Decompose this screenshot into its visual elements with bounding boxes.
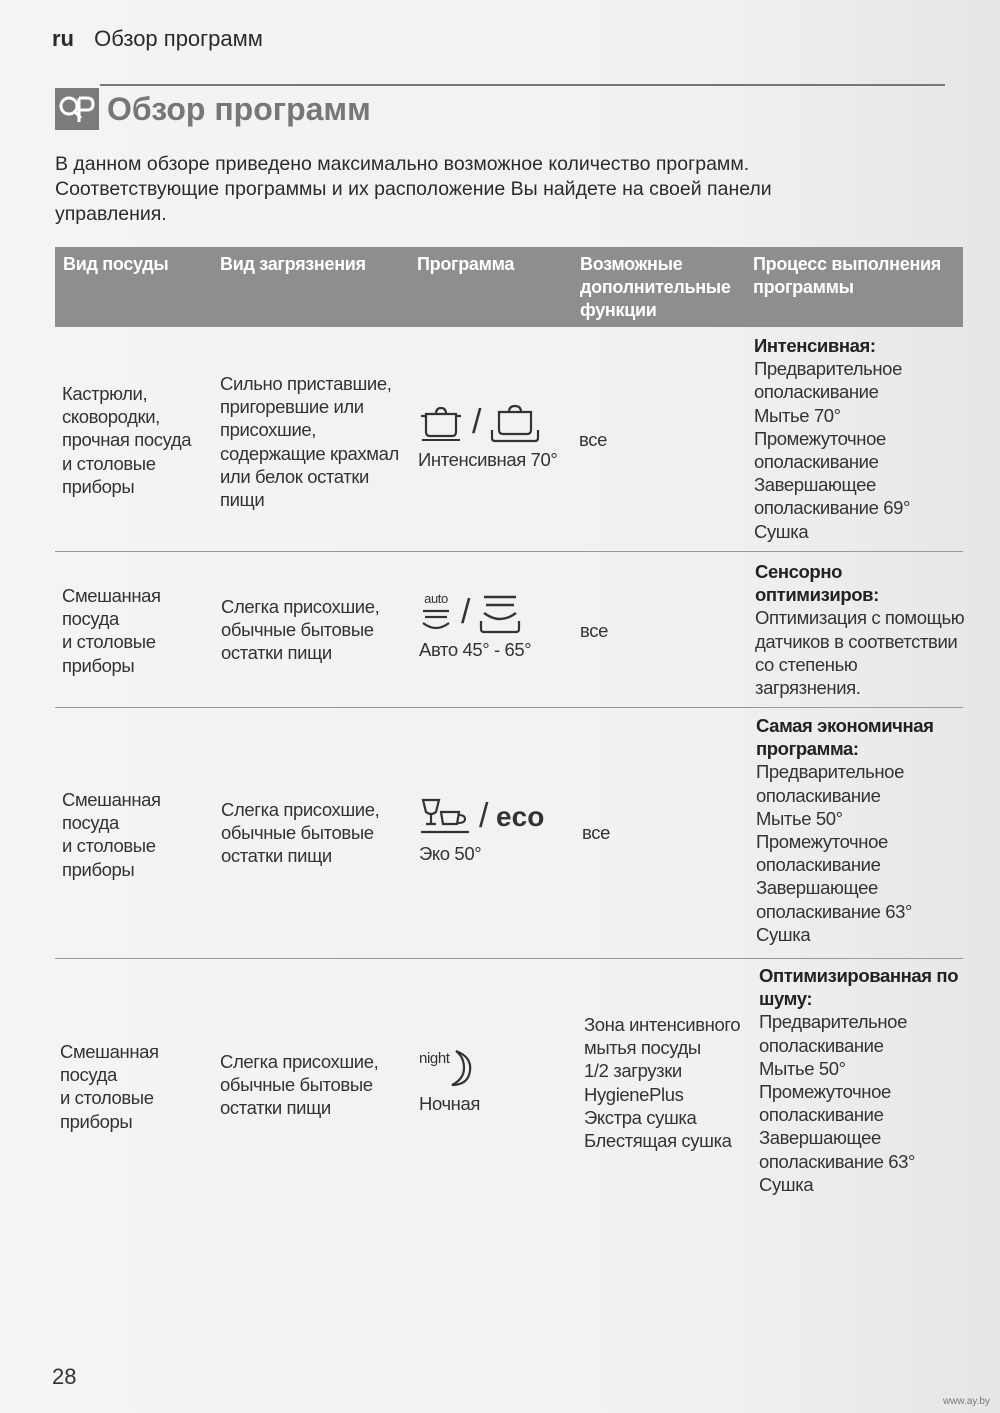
cell-line: обычные бытовые (221, 822, 374, 844)
cell-line: Промежуточное (754, 427, 886, 449)
pot-icon (418, 400, 464, 446)
intro-line: Соответствующие программы и их расположение Вы найдете на своей панели (55, 178, 772, 200)
cell-line: и столовые (62, 452, 156, 474)
cell-line: остатки пищи (221, 845, 332, 867)
table-row-1-functions (579, 428, 607, 451)
program-name: Авто 45° - 65° (419, 639, 532, 660)
table-row-2-soil (221, 595, 379, 665)
intro-line: В данном обзоре приведено максимально возможное количество программ. (55, 153, 750, 175)
cell-line: Экстра сушка (584, 1106, 697, 1128)
table-row-3-dishes (62, 788, 161, 881)
cell-line: Сушка (756, 923, 811, 945)
column-header-functions (580, 253, 731, 322)
header-line: Программа (417, 254, 515, 274)
cell-line: содержащие крахмал (220, 442, 399, 464)
cell-line: Предварительное (759, 1011, 907, 1033)
cell-line: остатки пищи (220, 1097, 331, 1119)
process-title: Самая экономичная (756, 715, 934, 736)
process-title: оптимизиров: (755, 584, 879, 606)
cell-line: остатки пищи (221, 642, 332, 664)
table-row-3-program (419, 792, 544, 865)
cell-line: Предварительное (754, 358, 902, 380)
programs-icon (55, 88, 99, 130)
cell-line: и столовые (60, 1087, 154, 1109)
cell-line: все (579, 429, 607, 450)
cell-line: Завершающее (756, 877, 878, 899)
slash-separator: / (472, 403, 482, 442)
cell-line: Слегка присохшие, (221, 596, 380, 617)
night-moon-icon (419, 1047, 474, 1089)
cell-line: все (580, 620, 608, 641)
cell-line: ополаскивание (754, 381, 879, 403)
process-title: программа: (756, 738, 859, 760)
cell-line: Предварительное (756, 761, 904, 783)
cell-line: или белок остатки (220, 465, 369, 487)
table-row-4-functions (584, 1013, 740, 1152)
process-title: Оптимизированная по (759, 965, 959, 986)
cell-line: все (582, 822, 610, 843)
table-row-3-functions (582, 821, 610, 844)
language-code: ru (52, 26, 74, 51)
table-row-1-program (418, 398, 557, 471)
cell-line: 1/2 загрузки (584, 1060, 682, 1082)
header-line: Возможные (580, 254, 683, 274)
table-row-1-process (754, 334, 910, 543)
column-header-program (417, 253, 514, 276)
table-row-2-functions (580, 619, 608, 642)
table-row-4-soil (220, 1050, 378, 1120)
cell-line: Мытье 50° (759, 1057, 846, 1079)
cell-line: Мытье 70° (754, 404, 841, 426)
column-header-soil (220, 253, 366, 276)
table-row-4-dishes (60, 1040, 159, 1133)
table-row-3-soil (221, 798, 379, 868)
program-name: Ночная (419, 1093, 481, 1114)
header-line: Процесс выполнения (753, 254, 942, 274)
cell-line: посуда (62, 812, 119, 834)
row-divider (55, 551, 963, 552)
running-header-title: Обзор программ (94, 26, 263, 51)
table-row-3-process (756, 714, 934, 946)
cell-line: приборы (62, 475, 135, 497)
cell-line: Смешанная (60, 1041, 159, 1062)
header-line: дополнительные (580, 277, 731, 297)
header-line: функции (580, 300, 657, 320)
cell-line: Зона интенсивного (584, 1014, 741, 1035)
column-header-dishes (63, 253, 169, 276)
cell-line: Смешанная (62, 789, 161, 810)
program-name: Эко 50° (419, 843, 482, 864)
table-header (55, 247, 963, 327)
page-title: Обзор программ (107, 90, 371, 127)
table-row-1-soil (220, 372, 399, 511)
cell-line: Смешанная (62, 585, 161, 606)
cell-line: Завершающее (759, 1127, 881, 1149)
cell-line: приборы (62, 654, 135, 676)
header-line: программы (753, 277, 854, 297)
cell-line: сковородки, (62, 406, 160, 428)
table-row-1-dishes (62, 382, 191, 498)
cell-line: приборы (62, 858, 135, 880)
cell-line: пищи (220, 489, 265, 511)
auto-icon-label: auto (424, 590, 448, 606)
table-row-2-dishes (62, 584, 161, 677)
cell-line: Завершающее (754, 474, 876, 496)
table-row-2-program (419, 588, 531, 661)
section-title (55, 88, 371, 130)
glass-cup-icon (419, 796, 471, 838)
header-rule (100, 84, 945, 86)
row-divider (55, 707, 963, 708)
cell-line: обычные бытовые (221, 619, 374, 641)
process-title: шуму: (759, 988, 813, 1010)
cell-line: обычные бытовые (220, 1074, 373, 1096)
table-row-2-process (755, 560, 964, 699)
cell-line: посуда (62, 608, 119, 630)
cell-line: загрязнения. (755, 677, 861, 699)
cell-line: прочная посуда (62, 429, 192, 451)
cell-line: Кастрюли, (62, 383, 148, 404)
cell-line: ополаскивание (756, 854, 881, 876)
cell-line: и столовые (62, 631, 156, 653)
cell-line: пригоревшие или (220, 396, 364, 418)
cell-line: Блестящая сушка (584, 1130, 732, 1152)
plates-basket-icon (478, 591, 522, 635)
cell-line: Слегка присохшие, (221, 799, 380, 820)
slash-separator: / (479, 797, 489, 836)
eco-label: eco (496, 801, 545, 833)
cell-line: присохшие, (220, 419, 317, 441)
cell-line: ополаскивание (756, 784, 881, 806)
cell-line: со степенью (755, 653, 858, 675)
auto-icon (419, 592, 453, 635)
cell-line: Слегка присохшие, (220, 1051, 379, 1072)
cell-line: ополаскивание (759, 1104, 884, 1126)
cell-line: ополаскивание (759, 1034, 884, 1056)
cell-line: Сильно приставшие, (220, 373, 392, 394)
pot-basket-icon (489, 400, 541, 446)
cell-line: ополаскивание 63° (756, 900, 913, 922)
cell-line: и столовые (62, 835, 156, 857)
cell-line: Промежуточное (756, 831, 888, 853)
row-divider (55, 958, 963, 959)
cell-line: посуда (60, 1064, 117, 1086)
process-title: Сенсорно (755, 561, 842, 582)
cell-line: Сушка (759, 1173, 814, 1195)
watermark: www.ay.by (942, 1396, 990, 1407)
cell-line: ополаскивание 63° (759, 1150, 916, 1172)
cell-line: приборы (60, 1110, 133, 1132)
cell-line: ополаскивание (754, 451, 879, 473)
night-icon-label: night (419, 1050, 450, 1067)
cell-line: Промежуточное (759, 1081, 891, 1103)
column-header-process (753, 253, 941, 299)
slash-separator: / (461, 593, 471, 632)
header-line: Вид посуды (63, 254, 169, 274)
header-line: Вид загрязнения (220, 254, 366, 274)
cell-line: HygienePlus (584, 1083, 684, 1105)
cell-line: мытья посуды (584, 1037, 701, 1059)
intro-paragraph (55, 152, 935, 227)
cell-line: датчиков в соответствии (755, 630, 958, 652)
table-row-4-program (419, 1044, 480, 1115)
cell-line: Мытье 50° (756, 807, 843, 829)
program-name: Интенсивная 70° (418, 449, 558, 470)
page-number: 28 (52, 1364, 77, 1389)
table-row-4-process (759, 964, 958, 1196)
process-title: Интенсивная: (754, 335, 876, 356)
cell-line: Оптимизация с помощью (755, 607, 965, 629)
cell-line: ополаскивание 69° (754, 497, 911, 519)
cell-line: Сушка (754, 520, 809, 542)
running-header (52, 26, 263, 52)
intro-line: управления. (55, 203, 167, 225)
